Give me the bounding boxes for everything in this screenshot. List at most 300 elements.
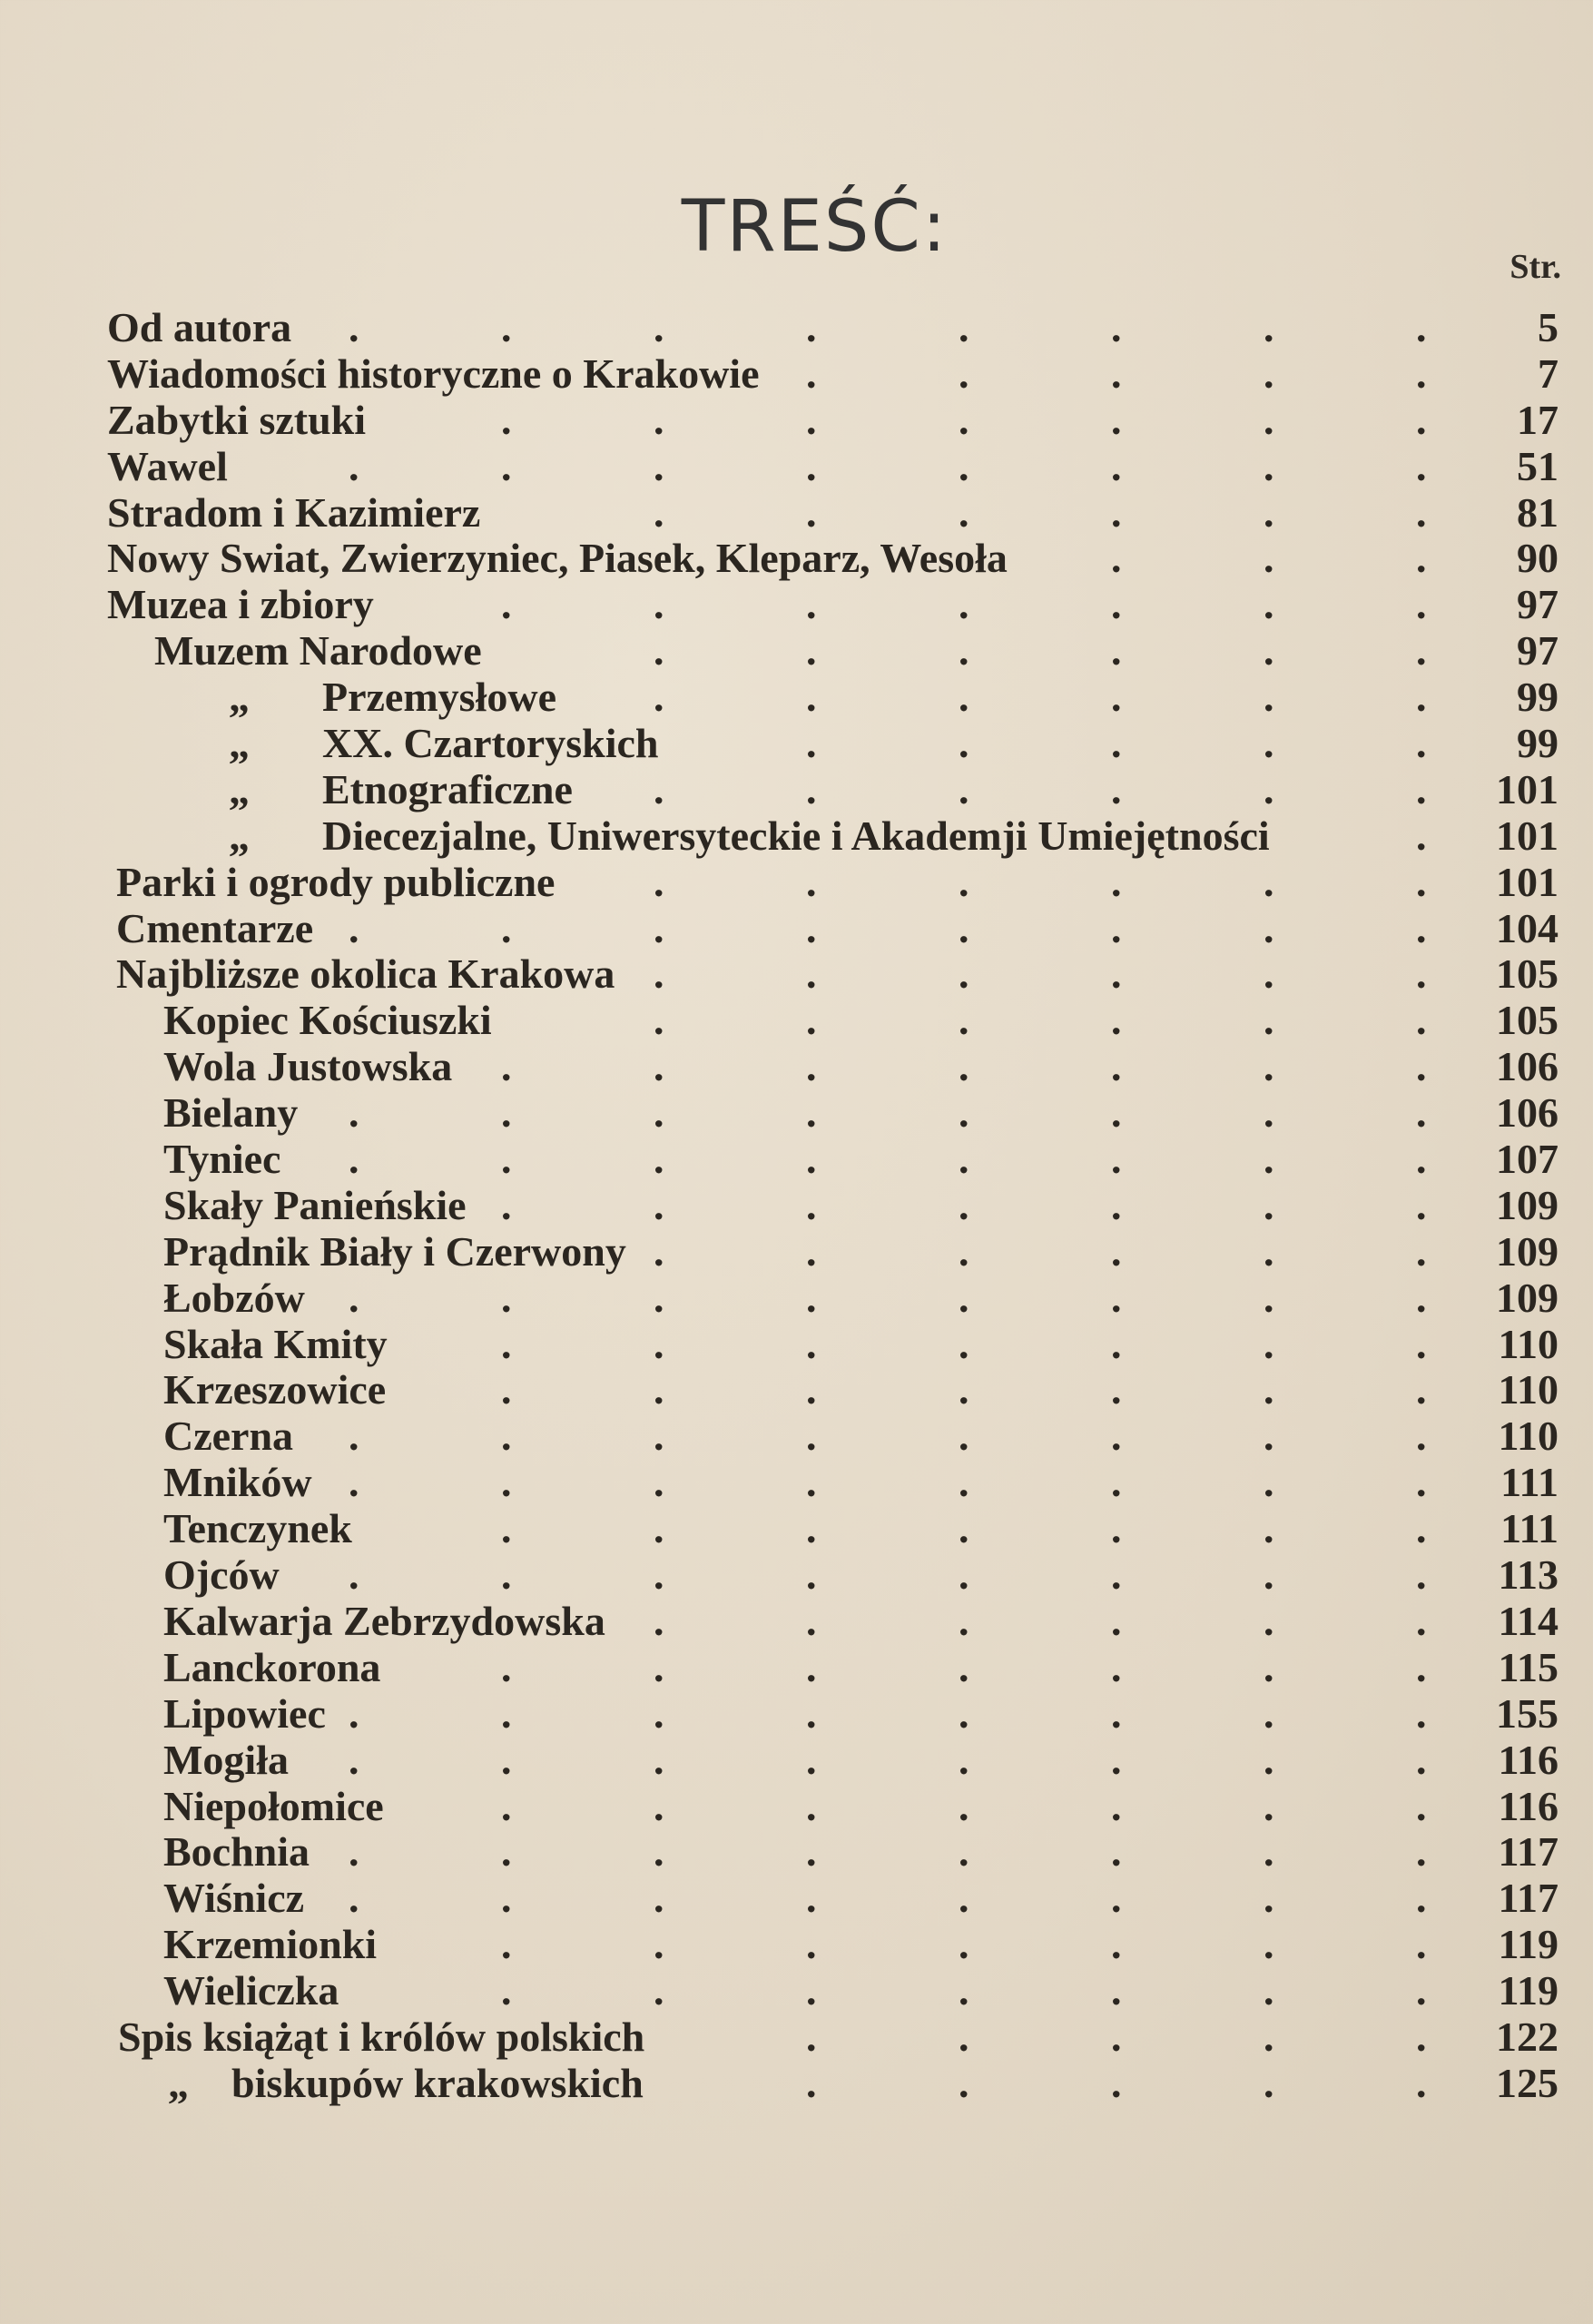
toc-entry-page: 97 [1517,581,1559,628]
leader-dot: . [1111,1043,1122,1090]
toc-entry-page: 106 [1496,1089,1559,1137]
leader-dot: . [1416,1967,1427,2014]
leader-dot: . [1264,396,1274,443]
leader-dot: . [501,1782,512,1829]
toc-entry-page: 109 [1496,1227,1559,1275]
leader-dot: . [1264,1181,1274,1228]
leader-dot: . [654,1689,664,1737]
toc-entry-page: 125 [1496,2059,1559,2106]
ditto-mark: „ [229,812,250,859]
toc-entry-page: 99 [1517,720,1559,767]
leader-dot: . [654,1505,664,1552]
leader-dot: . [806,1505,817,1552]
leader-dot: . [959,1136,969,1183]
leader-dot: . [1111,1921,1122,1968]
toc-entry-label: Parki i ogrody publiczne [116,858,556,905]
leader-dot: . [1111,1459,1122,1506]
leader-dot: . [1416,535,1427,582]
toc-entry [0,951,1593,998]
leader-dot: . [959,674,969,721]
toc-entry-label: Muzem Narodowe [154,627,482,675]
leader-dot: . [1416,1597,1427,1644]
toc-entry-page: 119 [1498,1967,1559,2014]
toc-entry-page: 116 [1498,1736,1559,1783]
toc-entry [0,1090,1593,1137]
leader-dot: . [806,304,817,350]
leader-dot: . [959,1643,969,1690]
leader-dot: . [1111,1320,1122,1367]
leader-dot: . [501,396,512,443]
leader-dot: . [1416,1459,1427,1506]
leader-dot: . [1264,581,1274,628]
leader-dot: . [959,1689,969,1737]
leader-dot: . [654,1043,664,1090]
leader-dot: . [959,1043,969,1090]
leader-dot: . [806,1320,817,1367]
page-title: TREŚĆ: [681,186,949,268]
toc-entry-label: Bochnia [163,1828,310,1876]
toc-entry-page: 105 [1496,997,1559,1044]
leader-dot: . [959,488,969,536]
leader-dot: . [1111,396,1122,443]
toc-entry-page: 122 [1496,2013,1559,2060]
leader-dot: . [959,1181,969,1228]
ditto-mark: „ [168,2059,189,2106]
leader-dot: . [1264,2013,1274,2060]
leader-dot: . [1111,950,1122,998]
toc-entry-page: 113 [1498,1551,1559,1599]
leader-dot: . [806,488,817,536]
leader-dot: . [806,396,817,443]
leader-dot: . [959,1782,969,1829]
leader-dot: . [349,1736,359,1783]
toc-entry [0,536,1593,582]
leader-dot: . [806,1227,817,1275]
leader-dot: . [959,1320,969,1367]
toc-entry-page: 101 [1496,812,1559,859]
toc-entry [0,1275,1593,1322]
leader-dot: . [806,1136,817,1183]
toc-entry [0,675,1593,721]
leader-dot: . [1416,1782,1427,1829]
leader-dot: . [959,627,969,675]
leader-dot: . [806,1551,817,1599]
leader-dot: . [1111,1274,1122,1321]
toc-entry-label: Zabytki sztuki [107,396,367,443]
leader-dot: . [1264,1320,1274,1367]
toc-entry-label: Wola Justowska [163,1043,453,1090]
toc-entry-page: 7 [1538,350,1559,397]
leader-dot: . [349,904,359,951]
leader-dot: . [1416,950,1427,998]
leader-dot: . [1264,1043,1274,1090]
leader-dot: . [959,1227,969,1275]
leader-dot: . [1416,858,1427,905]
leader-dot: . [654,442,664,489]
leader-dot: . [1264,1967,1274,2014]
leader-dot: . [806,997,817,1044]
leader-dot: . [1264,1921,1274,1968]
leader-dot: . [1416,1689,1427,1737]
leader-dot: . [654,1181,664,1228]
toc-entry-page: 51 [1517,442,1559,489]
toc-entry [0,1599,1593,1645]
leader-dot: . [1264,1736,1274,1783]
leader-dot: . [959,1505,969,1552]
leader-dot: . [1264,350,1274,397]
leader-dot: . [959,765,969,812]
leader-dot: . [1111,1782,1122,1829]
leader-dot: . [349,1551,359,1599]
leader-dot: . [1264,1459,1274,1506]
toc-entry-label: Diecezjalne, Uniwersyteckie i Akademji Umiejętności [322,812,1270,859]
toc-entry-page: 114 [1498,1597,1559,1644]
toc-entry-page: 106 [1496,1043,1559,1090]
leader-dot: . [1416,2013,1427,2060]
leader-dot: . [806,1597,817,1644]
leader-dot: . [806,904,817,951]
toc-entry-label: Wiadomości historyczne o Krakowie [107,350,760,397]
leader-dot: . [1264,1413,1274,1460]
leader-dot: . [1264,858,1274,905]
toc-entry-label: XX. Czartoryskich [322,720,659,767]
leader-dot: . [1111,488,1122,536]
leader-dot: . [1111,350,1122,397]
leader-dot: . [1416,1505,1427,1552]
leader-dot: . [1111,997,1122,1044]
toc-entry [0,1829,1593,1876]
leader-dot: . [959,1413,969,1460]
leader-dot: . [501,904,512,951]
toc-entry-label: Tyniec [163,1136,281,1183]
leader-dot: . [1264,674,1274,721]
leader-dot: . [806,2013,817,2060]
leader-dot: . [1111,1181,1122,1228]
toc-entry-label: Niepołomice [163,1782,384,1829]
leader-dot: . [501,304,512,350]
leader-dot: . [654,1597,664,1644]
leader-dot: . [1416,1043,1427,1090]
leader-dot: . [654,627,664,675]
toc-entry-label: Prądnik Biały i Czerwony [163,1227,626,1275]
leader-dot: . [1416,1366,1427,1413]
leader-dot: . [654,997,664,1044]
toc-entry-label: Skała Kmity [163,1320,388,1367]
leader-dot: . [1111,535,1122,582]
toc-entry-label: Ojców [163,1551,280,1599]
leader-dot: . [1264,950,1274,998]
toc-entry-page: 101 [1496,858,1559,905]
toc-entry-page: 107 [1496,1136,1559,1183]
leader-dot: . [1264,1597,1274,1644]
ditto-mark: „ [229,674,250,721]
toc-entry-page: 117 [1498,1828,1559,1876]
leader-dot: . [654,674,664,721]
leader-dot: . [501,1320,512,1367]
toc-entry-label: Najbliższe okolica Krakowa [116,950,615,998]
leader-dot: . [654,904,664,951]
leader-dot: . [1416,304,1427,350]
leader-dot: . [1111,1643,1122,1690]
leader-dot: . [806,1274,817,1321]
leader-dot: . [501,1181,512,1228]
toc-entry-page: 90 [1517,535,1559,582]
leader-dot: . [349,1828,359,1876]
leader-dot: . [806,674,817,721]
leader-dot: . [1111,1689,1122,1737]
leader-dot: . [1416,350,1427,397]
leader-dot: . [1111,1828,1122,1876]
leader-dot: . [1416,1413,1427,1460]
leader-dot: . [806,627,817,675]
leader-dot: . [1416,1274,1427,1321]
leader-dot: . [1264,1136,1274,1183]
leader-dot: . [1264,1782,1274,1829]
toc-entry [0,1413,1593,1460]
toc-entry-label: Mogiła [163,1736,289,1783]
leader-dot: . [501,1136,512,1183]
leader-dot: . [1111,720,1122,767]
leader-dot: . [501,1274,512,1321]
leader-dot: . [806,950,817,998]
toc-entry [0,1183,1593,1229]
leader-dot: . [349,1413,359,1460]
leader-dot: . [501,1875,512,1922]
toc-entry [0,1044,1593,1090]
toc-entry-label: Bielany [163,1089,299,1137]
leader-dot: . [1416,812,1427,859]
ditto-mark: „ [229,720,250,767]
toc-entry-label: Czerna [163,1413,294,1460]
toc-entry [0,305,1593,351]
leader-dot: . [1111,1736,1122,1783]
toc-entry-page: 110 [1498,1320,1559,1367]
leader-dot: . [959,1736,969,1783]
toc-entry-label: Nowy Swiat, Zwierzyniec, Piasek, Kleparz, Wesoła [107,535,1008,582]
leader-dot: . [1111,581,1122,628]
leader-dot: . [349,1136,359,1183]
leader-dot: . [1416,488,1427,536]
leader-dot: . [959,1366,969,1413]
toc-entry-label: Spis książąt i królów polskich [118,2013,645,2060]
leader-dot: . [349,1459,359,1506]
toc-entry [0,582,1593,628]
leader-dot: . [654,1967,664,2014]
leader-dot: . [501,442,512,489]
leader-dot: . [1111,304,1122,350]
leader-dot: . [806,720,817,767]
leader-dot: . [349,1089,359,1137]
leader-dot: . [1264,1227,1274,1275]
toc-entry-label: Od autora [107,304,292,350]
toc-entry-page: 109 [1496,1181,1559,1228]
toc-entry [0,1460,1593,1506]
leader-dot: . [654,581,664,628]
toc-entry [0,398,1593,444]
toc-entry-page: 5 [1538,304,1559,350]
leader-dot: . [1264,1366,1274,1413]
leader-dot: . [501,581,512,628]
leader-dot: . [501,1689,512,1737]
leader-dot: . [806,1413,817,1460]
toc-entry [0,767,1593,813]
leader-dot: . [806,1089,817,1137]
leader-dot: . [959,1921,969,1968]
toc-entry [0,1784,1593,1830]
toc-entry-page: 111 [1500,1459,1559,1506]
leader-dot: . [959,950,969,998]
leader-dot: . [1264,1274,1274,1321]
toc-entry-page: 81 [1517,488,1559,536]
leader-dot: . [1416,442,1427,489]
leader-dot: . [1264,1875,1274,1922]
toc-entry-label: Skały Panieńskie [163,1181,467,1228]
leader-dot: . [1416,765,1427,812]
leader-dot: . [806,1736,817,1783]
toc-entry [0,1922,1593,1968]
leader-dot: . [1111,1136,1122,1183]
leader-dot: . [1264,2059,1274,2106]
toc-entry [0,813,1593,860]
toc-entry-label: biskupów krakowskich [231,2059,644,2106]
leader-dot: . [959,1828,969,1876]
toc-entry [0,444,1593,490]
leader-dot: . [1264,1089,1274,1137]
toc-entry [0,490,1593,537]
leader-dot: . [501,1366,512,1413]
leader-dot: . [654,1828,664,1876]
toc-entry-page: 104 [1496,904,1559,951]
leader-dot: . [806,1967,817,2014]
toc-entry-label: Kalwarja Zebrzydowska [163,1597,605,1644]
leader-dot: . [959,2059,969,2106]
leader-dot: . [1264,535,1274,582]
leader-dot: . [806,442,817,489]
leader-dot: . [959,1551,969,1599]
toc-entry [0,1322,1593,1368]
leader-dot: . [1111,674,1122,721]
toc-entry [0,1506,1593,1552]
leader-dot: . [1264,1828,1274,1876]
toc-entry [0,1968,1593,2014]
leader-dot: . [1416,1828,1427,1876]
leader-dot: . [654,1274,664,1321]
leader-dot: . [654,488,664,536]
toc-entry-label: Wiśnicz [163,1875,305,1922]
leader-dot: . [1111,1089,1122,1137]
leader-dot: . [1416,1921,1427,1968]
leader-dot: . [1111,627,1122,675]
leader-dot: . [654,1875,664,1922]
toc-entry [0,1876,1593,1922]
leader-dot: . [654,1736,664,1783]
leader-dot: . [959,304,969,350]
toc-entry-label: Krzemionki [163,1921,378,1968]
toc-entry [0,2061,1593,2107]
leader-dot: . [654,304,664,350]
leader-dot: . [501,1413,512,1460]
toc-entry [0,860,1593,906]
toc-entry [0,1645,1593,1691]
leader-dot: . [806,1643,817,1690]
toc-entry [0,1691,1593,1738]
leader-dot: . [654,1413,664,1460]
toc-entry-label: Etnograficzne [322,765,573,812]
leader-dot: . [1264,1643,1274,1690]
leader-dot: . [349,1875,359,1922]
leader-dot: . [1111,1366,1122,1413]
toc-entry-label: Lanckorona [163,1643,381,1690]
page-column-label: Str. [1509,248,1561,286]
toc-entry-page: 99 [1517,674,1559,721]
leader-dot: . [959,720,969,767]
leader-dot: . [349,1689,359,1737]
leader-dot: . [1416,627,1427,675]
leader-dot: . [1416,1089,1427,1137]
leader-dot: . [1264,1505,1274,1552]
leader-dot: . [959,442,969,489]
leader-dot: . [1111,858,1122,905]
toc-entry-page: 110 [1498,1366,1559,1413]
leader-dot: . [806,581,817,628]
leader-dot: . [1264,304,1274,350]
leader-dot: . [1264,720,1274,767]
toc-entry [0,2014,1593,2061]
toc-entry-page: 155 [1496,1689,1559,1737]
leader-dot: . [1111,2059,1122,2106]
leader-dot: . [1264,997,1274,1044]
leader-dot: . [1416,1227,1427,1275]
leader-dot: . [1111,2013,1122,2060]
leader-dot: . [1111,1413,1122,1460]
toc-entry-page: 110 [1498,1413,1559,1460]
leader-dot: . [1111,1551,1122,1599]
leader-dot: . [1416,581,1427,628]
toc-entry [0,1367,1593,1413]
leader-dot: . [654,396,664,443]
leader-dot: . [959,350,969,397]
leader-dot: . [1416,1736,1427,1783]
leader-dot: . [959,1459,969,1506]
leader-dot: . [501,1921,512,1968]
leader-dot: . [654,765,664,812]
leader-dot: . [1264,1689,1274,1737]
leader-dot: . [654,1643,664,1690]
toc-entry-label: Cmentarze [116,904,314,951]
leader-dot: . [959,2013,969,2060]
leader-dot: . [806,1828,817,1876]
toc-entry-page: 101 [1496,765,1559,812]
toc-entry-page: 97 [1517,627,1559,675]
toc-entry [0,1738,1593,1784]
toc-entry [0,1229,1593,1275]
toc-entry-label: Muzea i zbiory [107,581,374,628]
toc-entry-page: 17 [1517,396,1559,443]
leader-dot: . [654,950,664,998]
leader-dot: . [1111,442,1122,489]
leader-dot: . [501,1043,512,1090]
leader-dot: . [806,1689,817,1737]
leader-dot: . [959,1875,969,1922]
toc-entry-page: 116 [1498,1782,1559,1829]
leader-dot: . [1264,765,1274,812]
leader-dot: . [806,1043,817,1090]
toc-entry [0,721,1593,767]
leader-dot: . [806,1366,817,1413]
leader-dot: . [654,1089,664,1137]
leader-dot: . [1111,1227,1122,1275]
leader-dot: . [806,2059,817,2106]
